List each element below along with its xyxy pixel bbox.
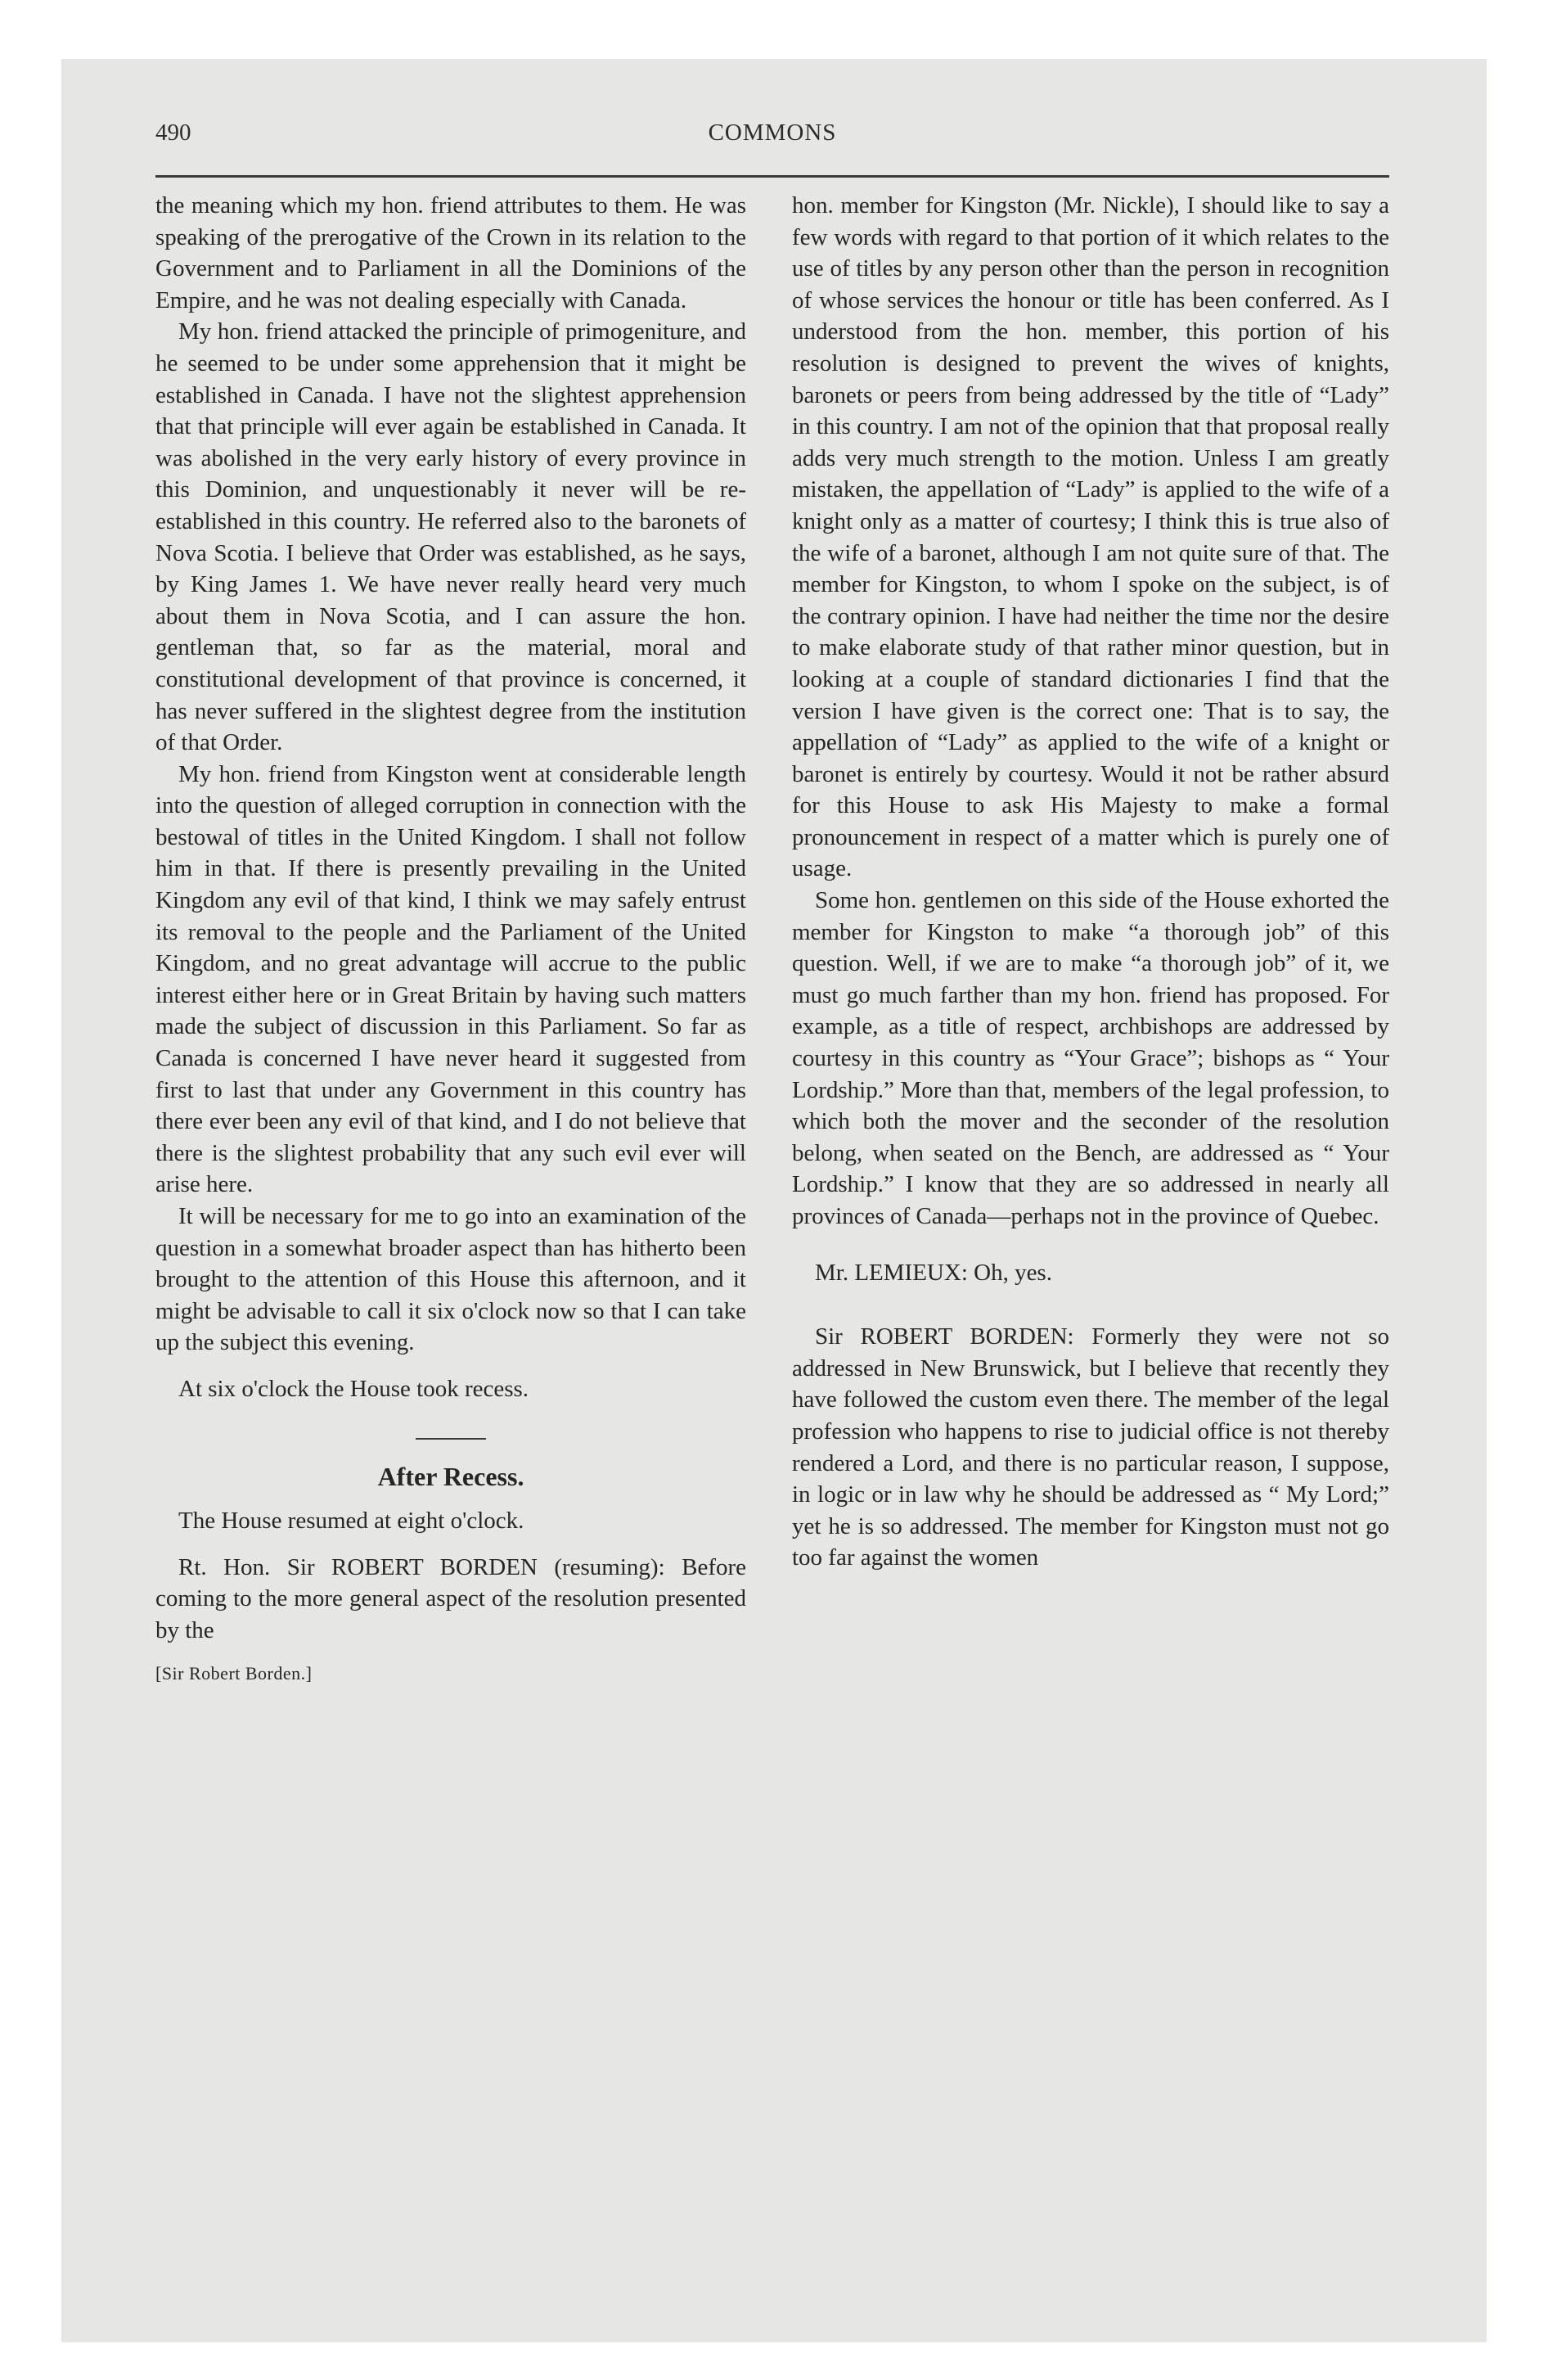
paragraph: Sir ROBERT BORDEN: Formerly they were not so addressed in New Brunswick, but I believe that recently they have followed the custom even there. The member of the legal profession who happens to rise to judicial office is not thereby rendered a Lord, and there is no particular reason, I suppose, in logic or in law why he should be addressed as “ My Lord;” yet he is so addressed. The member for Kingston must not go too far against the women <box>792 1323 1389 1571</box>
left-column <box>155 190 746 1689</box>
page-number: 490 <box>155 119 191 146</box>
header-rule <box>155 175 1389 178</box>
paragraph: the meaning which my hon. friend attributes to them. He was speaking of the prerogative of the Crown in its relation to the Government and to Parliament in all the Dominions of the Empire, and he was not dealing especially with Canada. <box>155 192 746 313</box>
section-heading: After Recess. <box>377 1461 524 1491</box>
speaker-footnote: [Sir Robert Borden.] <box>155 1662 313 1684</box>
paragraph: My hon. friend from Kingston went at considerable length into the question of alleged corruption in connection with the bestowal of titles in the United Kingdom. I shall not follow him in that. If there is presently prevailing in the United Kingdom any evil of that kind, I think we may safely entrust its removal to the people and the Parliament of the United Kingdom, and no great advantage will accrue to the public interest either here or in Great Britain by having such matters made the subject of discussion in this Parliament. So far as Canada is concerned I have never heard it suggested from first to last that under any Government in this country has there ever been any evil of that kind, and I do not believe that there is the slightest probability that any such evil ever will arise here. <box>155 760 746 1198</box>
right-column <box>792 190 1389 1574</box>
paragraph: Rt. Hon. Sir ROBERT BORDEN (resuming): Before coming to the more general aspect of the resolution presented by the <box>155 1553 746 1643</box>
paragraph: Some hon. gentlemen on this side of the House exhorted the member for Kingston to make “a thorough job” of this question. Well, if we are to make “a thorough job” of it, we must go much farther than my hon. friend has proposed. For example, as a title of respect, archbishops are addressed by courtesy in this country as “Your Grace”; bishops as “ Your Lordship.” More than that, members of the legal profession, to which both the mover and the seconder of the resolution belong, when seated on the Bench, are addressed as “ Your Lordship.” I know that they are so addressed in nearly all provinces of Canada—perhaps not in the province of Quebec. <box>792 887 1389 1229</box>
paragraph: The House resumed at eight o'clock. <box>178 1508 524 1535</box>
page-header <box>155 115 1389 151</box>
paragraph: My hon. friend attacked the principle of primogeniture, and he seemed to be under some apprehension that it might be established in Canada. I have not the slightest apprehension that that principle will ever again be established in Canada. It was abolished in the very early history of every province in this Dominion, and unquestionably it never will be re-established in this country. He referred also to the baronets of Nova Scotia. I believe that Order was established, as he says, by King James 1. We have never really heard very much about them in Nova Scotia, and I can assure the hon. gentleman that, so far as the material, moral and constitutional development of that province is concerned, it has never suffered in the slightest degree from the institution of that Order. <box>155 318 746 756</box>
paragraph: hon. member for Kingston (Mr. Nickle), I should like to say a few words with regard to that portion of it which relates to the use of titles by any person other than the person in recognition of whose services the honour or title has been conferred. As I understood from the hon. member, this portion of his resolution is designed to prevent the wives of knights, baronets or peers from being addressed by the title of “Lady” in this country. I am not of the opinion that that proposal really adds very much strength to the motion. Unless I am greatly mistaken, the appellation of “Lady” is applied to the wife of a knight only as a matter of courtesy; I think this is true also of the wife of a baronet, although I am not quite sure of that. The member for Kingston, to whom I spoke on the subject, is of the contrary opinion. I have had neither the time nor the desire to make elaborate study of that rather minor question, but in looking at a couple of standard dictionaries I find that the version I have given is the correct one: That is to say, the appellation of “Lady” as applied to the wife of a knight or baronet is entirely by courtesy. Would it not be rather absurd for this House to ask His Majesty to make a formal pronouncement in respect of a matter which is purely one of usage. <box>792 192 1389 882</box>
paragraph: It will be necessary for me to go into an examination of the question in a somewhat broader aspect than has hitherto been brought to the attention of this House this afternoon, and it might be advisable to call it six o'clock now so that I can take up the subject this evening. <box>155 1203 746 1356</box>
section-divider <box>416 1438 486 1440</box>
paragraph: Mr. LEMIEUX: Oh, yes. <box>815 1259 1052 1286</box>
running-head: COMMONS <box>708 119 837 146</box>
recess-note: At six o'clock the House took recess. <box>178 1375 529 1402</box>
